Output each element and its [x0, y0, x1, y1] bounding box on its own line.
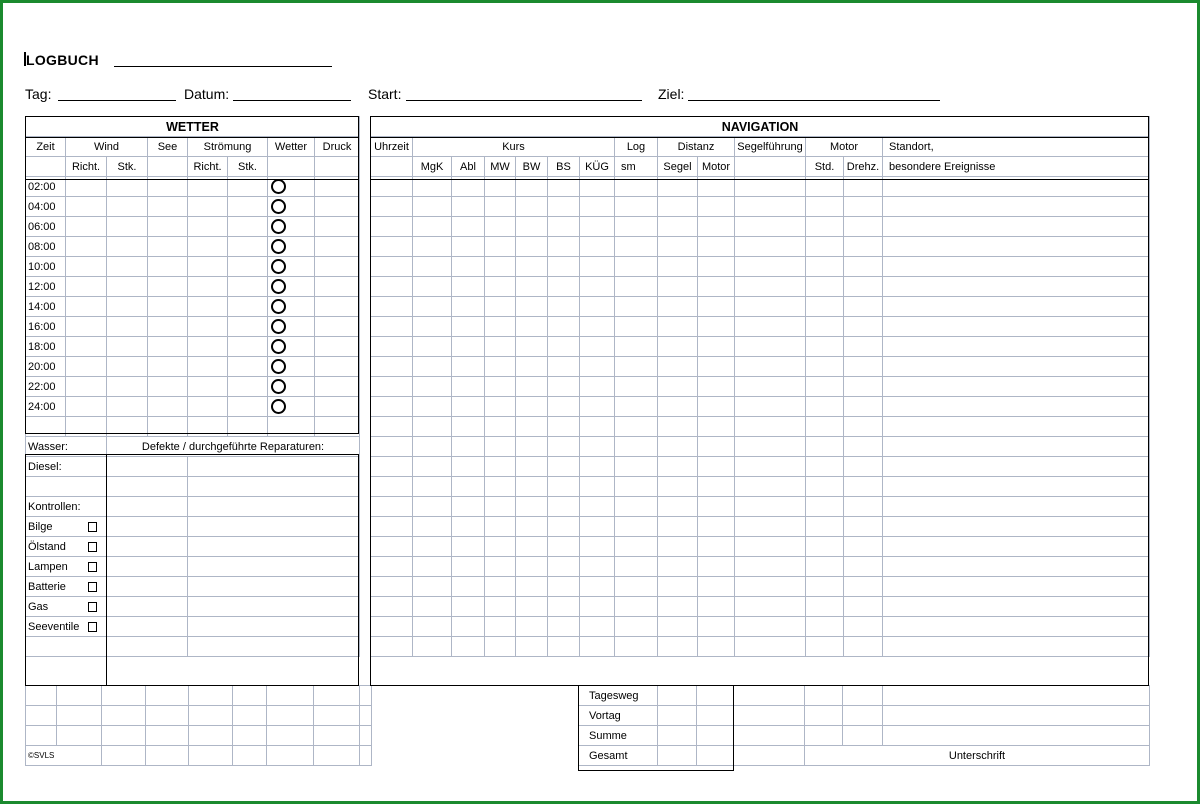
summary-row [579, 726, 734, 746]
circle-icon [271, 259, 286, 274]
weather-title-divider [25, 137, 359, 138]
sub-besondere-ereignisse: besondere Ereignisse [883, 157, 1150, 177]
sub-wind-richt: Richt. [66, 157, 107, 177]
circle-icon [271, 199, 286, 214]
navigation-row [371, 397, 1150, 417]
navigation-row [371, 237, 1150, 257]
circle-icon [271, 319, 286, 334]
weather-row [26, 377, 360, 397]
weather-row [26, 277, 360, 297]
circle-icon [271, 219, 286, 234]
summary-label: Tagesweg [579, 686, 658, 706]
diesel-label: Diesel: [26, 457, 107, 477]
ziel-field[interactable] [688, 100, 940, 101]
navigation-row [371, 337, 1150, 357]
sub-abl: Abl [452, 157, 485, 177]
navigation-row [371, 197, 1150, 217]
col-log: Log [615, 137, 658, 157]
check-label: Batterie [28, 580, 66, 593]
signature-label: Unterschrift [805, 746, 1150, 766]
time-cell: 06:00 [26, 217, 66, 237]
title-line [114, 66, 332, 67]
navigation-table [370, 116, 1150, 657]
sub-drehz: Drehz. [844, 157, 883, 177]
navigation-row [371, 437, 1150, 457]
sub-bw: BW [516, 157, 548, 177]
check-label: Gas [28, 600, 49, 613]
summary-table [578, 685, 734, 766]
sub-std: Std. [806, 157, 844, 177]
checkbox-icon[interactable] [88, 522, 97, 532]
navigation-row [371, 517, 1150, 537]
navigation-row [371, 497, 1150, 517]
header-divider-left [25, 179, 359, 180]
summary-row [579, 746, 734, 766]
navigation-section-title: NAVIGATION [371, 117, 1150, 137]
navigation-row [371, 457, 1150, 477]
check-label: Bilge [28, 520, 53, 533]
checkbox-icon[interactable] [88, 562, 97, 572]
navigation-row [371, 617, 1150, 637]
weather-row [26, 237, 360, 257]
datum-label: Datum: [184, 86, 230, 102]
col-standort: Standort, [883, 137, 1150, 157]
col-wind: Wind [66, 137, 148, 157]
time-cell: 02:00 [26, 177, 66, 197]
sub-stroemung-stk: Stk. [228, 157, 268, 177]
navigation-row [371, 357, 1150, 377]
weather-row [26, 337, 360, 357]
col-see: See [148, 137, 188, 157]
time-cell: 04:00 [26, 197, 66, 217]
tag-label: Tag: [25, 86, 52, 102]
navigation-row [371, 317, 1150, 337]
check-row [26, 517, 360, 537]
sub-wind-stk: Stk. [107, 157, 148, 177]
checkbox-icon[interactable] [88, 622, 97, 632]
circle-icon [271, 239, 286, 254]
weather-section-title: WETTER [26, 117, 360, 137]
col-kurs: Kurs [413, 137, 615, 157]
navigation-row [371, 257, 1150, 277]
navigation-row [371, 637, 1150, 657]
col-druck: Druck [315, 137, 360, 157]
sub-mgk: MgK [413, 157, 452, 177]
weather-row [26, 197, 360, 217]
time-cell: 24:00 [26, 397, 66, 417]
sub-sm: sm [615, 157, 658, 177]
tag-field[interactable] [58, 100, 176, 101]
circle-icon [271, 359, 286, 374]
summary-row [579, 686, 734, 706]
sub-segel: Segel [658, 157, 698, 177]
weather-row [26, 257, 360, 277]
check-row [26, 617, 360, 637]
time-cell: 08:00 [26, 237, 66, 257]
navigation-title-divider [370, 137, 1149, 138]
weather-table [25, 116, 360, 657]
navigation-row [371, 577, 1150, 597]
navigation-row [371, 417, 1150, 437]
defects-label: Defekte / durchgeführte Reparaturen: [107, 437, 360, 457]
time-cell: 18:00 [26, 337, 66, 357]
sub-kueg: KÜG [580, 157, 615, 177]
checkbox-icon[interactable] [88, 542, 97, 552]
check-label: Lampen [28, 560, 68, 573]
time-cell: 14:00 [26, 297, 66, 317]
col-wetter: Wetter [268, 137, 315, 157]
check-row [26, 537, 360, 557]
weather-row [26, 297, 360, 317]
copyright-text: ©SVLS [26, 746, 102, 766]
time-cell: 20:00 [26, 357, 66, 377]
check-row [26, 577, 360, 597]
weather-row [26, 397, 360, 417]
weather-row [26, 357, 360, 377]
check-row [26, 597, 360, 617]
kontrollen-label: Kontrollen: [26, 497, 107, 517]
col-zeit: Zeit [26, 137, 66, 157]
circle-icon [271, 399, 286, 414]
navigation-row [371, 217, 1150, 237]
sub-stroemung-richt: Richt. [188, 157, 228, 177]
navigation-row [371, 377, 1150, 397]
maintenance-divider [106, 454, 107, 686]
sub-bs: BS [548, 157, 580, 177]
navigation-row [371, 557, 1150, 577]
sub-motor-distanz: Motor [698, 157, 735, 177]
right-extra-rows [733, 685, 1150, 766]
col-uhrzeit: Uhrzeit [371, 137, 413, 157]
check-label: Seeventile [28, 620, 80, 633]
summary-label: Gesamt [579, 746, 658, 766]
weather-row [26, 317, 360, 337]
navigation-row [371, 297, 1150, 317]
navigation-row [371, 477, 1150, 497]
circle-icon [271, 299, 286, 314]
datum-field[interactable] [233, 100, 351, 101]
time-cell: 10:00 [26, 257, 66, 277]
check-label: Ölstand [28, 540, 66, 553]
time-cell: 16:00 [26, 317, 66, 337]
summary-row [579, 706, 734, 726]
circle-icon [271, 279, 286, 294]
checkbox-icon[interactable] [88, 582, 97, 592]
check-row [26, 557, 360, 577]
header-divider-right [370, 179, 1149, 180]
time-cell: 22:00 [26, 377, 66, 397]
col-distanz: Distanz [658, 137, 735, 157]
start-field[interactable] [406, 100, 642, 101]
col-stroemung: Strömung [188, 137, 268, 157]
wasser-label: Wasser: [26, 437, 107, 457]
time-cell: 12:00 [26, 277, 66, 297]
ziel-label: Ziel: [658, 86, 685, 102]
navigation-row [371, 277, 1150, 297]
checkbox-icon[interactable] [88, 602, 97, 612]
col-motor: Motor [806, 137, 883, 157]
col-segelfuehrung: Segelführung [735, 137, 806, 157]
navigation-row [371, 537, 1150, 557]
circle-icon [271, 179, 286, 194]
navigation-row [371, 597, 1150, 617]
sub-mw: MW [485, 157, 516, 177]
start-label: Start: [368, 86, 402, 102]
circle-icon [271, 379, 286, 394]
summary-label: Summe [579, 726, 658, 746]
left-extra-rows [25, 685, 372, 766]
circle-icon [271, 339, 286, 354]
weather-row [26, 217, 360, 237]
page-title: LOGBUCH [26, 52, 99, 68]
summary-label: Vortag [579, 706, 658, 726]
